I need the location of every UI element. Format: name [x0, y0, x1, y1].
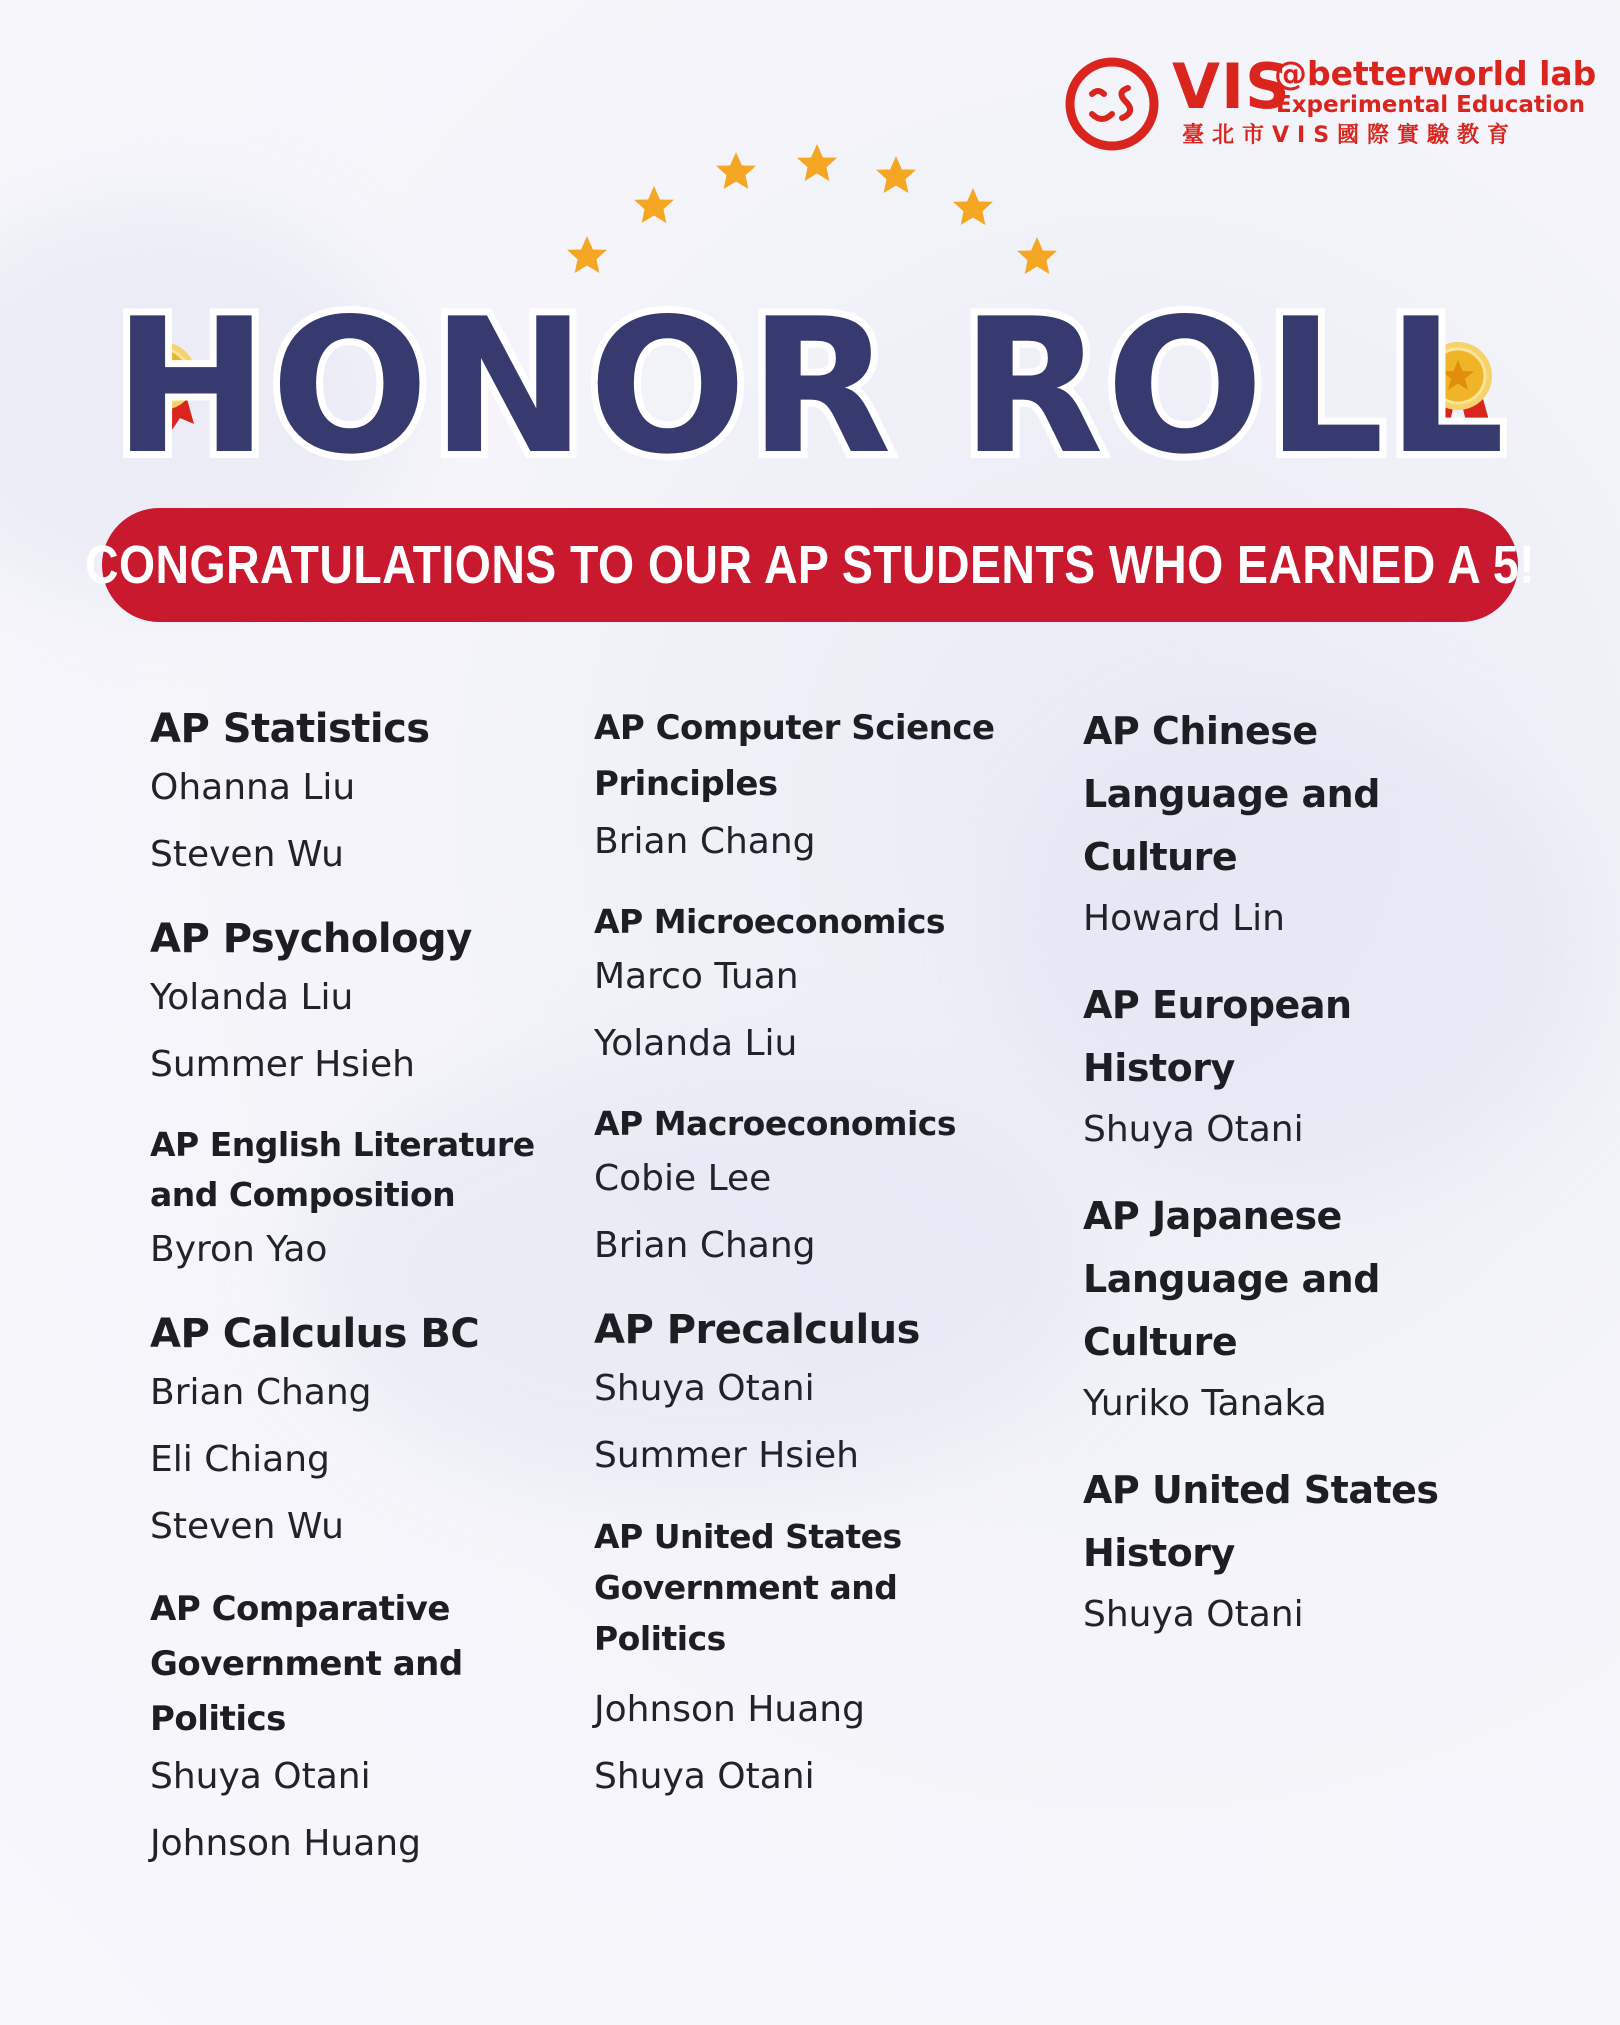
star-icon: [876, 156, 916, 193]
student-name: Cobie Lee: [594, 1158, 772, 1199]
student-name: Yuriko Tanaka: [1083, 1383, 1327, 1424]
course-block: [594, 700, 1014, 875]
student-name: Johnson Huang: [594, 1689, 865, 1730]
course-title: AP Chinese Language and Culture: [1083, 709, 1380, 879]
student-name: Steven Wu: [150, 1506, 344, 1547]
student-name: Howard Lin: [1083, 898, 1285, 939]
course-title: AP European History: [1083, 983, 1352, 1090]
course-block: [150, 700, 550, 888]
course-title: AP English Literature and Composition: [150, 1125, 535, 1214]
course-block: [1083, 974, 1513, 1163]
student-name: Yolanda Liu: [150, 977, 354, 1018]
logo-handle: @betterworld lab: [1274, 54, 1597, 93]
course-title: AP Macroeconomics: [594, 1104, 957, 1143]
course-block: [150, 1582, 550, 1877]
student-name: Shuya Otani: [1083, 1109, 1304, 1150]
course-title: AP United States History: [1083, 1468, 1439, 1575]
stars-arc: [0, 0, 1620, 300]
course-block: [594, 897, 1014, 1077]
student-name: Byron Yao: [150, 1229, 328, 1270]
student-name: Marco Tuan: [594, 956, 799, 997]
course-column-2: [594, 700, 1014, 1832]
student-name: Brian Chang: [594, 1225, 816, 1266]
course-block: [1083, 1185, 1513, 1437]
student-name: Brian Chang: [594, 821, 816, 862]
student-name: Steven Wu: [150, 834, 344, 875]
course-title: AP Computer Science Principles: [594, 708, 995, 804]
course-title: AP Psychology: [150, 916, 472, 962]
student-name: Shuya Otani: [1083, 1594, 1304, 1635]
course-block: [150, 910, 550, 1098]
course-title: AP Comparative Government and Politics: [150, 1589, 463, 1739]
student-name: Shuya Otani: [594, 1368, 815, 1409]
course-title: AP Calculus BC: [150, 1311, 480, 1357]
student-name: Yolanda Liu: [594, 1023, 798, 1064]
course-block: [150, 1305, 550, 1560]
course-title: AP Japanese Language and Culture: [1083, 1194, 1380, 1364]
student-name: Ohanna Liu: [150, 767, 356, 808]
course-block: [594, 1301, 1014, 1489]
star-icon: [567, 236, 607, 273]
star-icon: [797, 144, 837, 181]
star-icon: [953, 188, 993, 225]
student-name: Summer Hsieh: [594, 1435, 859, 1476]
course-column-1: [150, 700, 550, 1899]
course-block: [594, 1511, 1014, 1810]
course-title: AP United States Government and Politics: [594, 1517, 902, 1658]
student-name: Summer Hsieh: [150, 1044, 415, 1085]
course-block: [1083, 1459, 1513, 1648]
page-title: HONOR ROLL: [113, 278, 1507, 495]
course-block: [1083, 700, 1513, 952]
star-icon: [634, 186, 674, 223]
student-name: Brian Chang: [150, 1372, 372, 1413]
course-column-3: [1083, 700, 1513, 1670]
student-name: Johnson Huang: [150, 1823, 421, 1864]
banner-text: CONGRATULATIONS TO OUR AP STUDENTS WHO EARNED A 5!: [85, 535, 1535, 595]
logo-brand: VIS: [1172, 50, 1291, 123]
logo-subtitle: Experimental Education: [1276, 92, 1585, 118]
student-name: Eli Chiang: [150, 1439, 330, 1480]
star-icon: [716, 152, 756, 189]
course-title: AP Microeconomics: [594, 902, 946, 941]
course-title: AP Precalculus: [594, 1307, 920, 1353]
student-name: Shuya Otani: [150, 1756, 371, 1797]
course-title: AP Statistics: [150, 706, 430, 752]
student-name: Shuya Otani: [594, 1756, 815, 1797]
course-block: [150, 1120, 550, 1283]
congratulations-banner: [85, 508, 1535, 622]
course-block: [594, 1099, 1014, 1279]
logo-chinese-name: 臺北市VIS國際實驗教育: [1182, 123, 1518, 148]
star-icon: [1017, 237, 1057, 274]
